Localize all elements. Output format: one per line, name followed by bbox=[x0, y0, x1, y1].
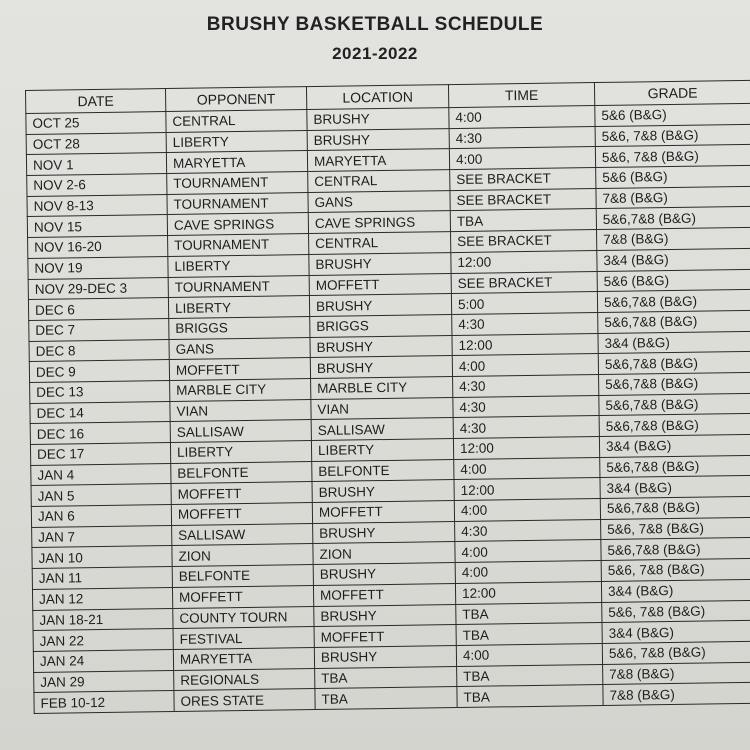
cell-time: 4:30 bbox=[452, 312, 598, 335]
cell-location: VIAN bbox=[311, 397, 453, 420]
cell-opponent: MARBLE CITY bbox=[170, 378, 311, 401]
cell-time: 12:00 bbox=[453, 437, 599, 460]
cell-location: TBA bbox=[315, 666, 457, 689]
cell-time: TBA bbox=[450, 209, 596, 232]
cell-date: FEB 10-12 bbox=[34, 691, 174, 714]
cell-grade: 5&6,7&8 (B&G) bbox=[601, 538, 750, 561]
cell-opponent: ZION bbox=[172, 544, 313, 567]
cell-time: 4:30 bbox=[453, 374, 599, 397]
cell-date: DEC 17 bbox=[30, 443, 170, 466]
cell-time: 4:00 bbox=[452, 354, 598, 377]
cell-date: JAN 7 bbox=[32, 525, 172, 548]
cell-time: 12:00 bbox=[455, 581, 601, 604]
cell-time: SEE BRACKET bbox=[451, 230, 597, 253]
cell-time: SEE BRACKET bbox=[450, 168, 596, 191]
cell-opponent: COUNTY TOURN bbox=[173, 606, 314, 629]
header-location: LOCATION bbox=[306, 85, 448, 110]
cell-location: BRUSHY bbox=[309, 252, 451, 275]
cell-location: BRIGGS bbox=[310, 314, 452, 337]
cell-time: 4:30 bbox=[453, 395, 599, 418]
cell-opponent: FESTIVAL bbox=[173, 627, 314, 650]
cell-opponent: MOFFETT bbox=[171, 482, 312, 505]
cell-location: BRUSHY bbox=[314, 645, 456, 668]
cell-date: NOV 2-6 bbox=[27, 174, 167, 197]
cell-time: 12:00 bbox=[452, 333, 598, 356]
cell-location: BRUSHY bbox=[307, 108, 449, 131]
cell-opponent: LIBERTY bbox=[166, 130, 307, 153]
cell-time: 4:00 bbox=[455, 540, 601, 563]
cell-time: SEE BRACKET bbox=[451, 271, 597, 294]
cell-grade: 5&6 (B&G) bbox=[595, 103, 750, 126]
cell-grade: 3&4 (B&G) bbox=[601, 579, 750, 602]
header-opponent: OPPONENT bbox=[165, 87, 306, 112]
cell-location: BELFONTE bbox=[312, 459, 454, 482]
cell-grade: 5&6,7&8 (B&G) bbox=[598, 352, 750, 375]
cell-date: NOV 19 bbox=[28, 256, 168, 279]
cell-grade: 5&6, 7&8 (B&G) bbox=[601, 558, 750, 581]
cell-location: MOFFETT bbox=[312, 501, 454, 524]
cell-date: OCT 25 bbox=[26, 112, 166, 135]
cell-location: BRUSHY bbox=[314, 604, 456, 627]
cell-time: 5:00 bbox=[451, 292, 597, 315]
cell-location: MOFFETT bbox=[313, 583, 455, 606]
cell-date: JAN 4 bbox=[31, 463, 171, 486]
cell-location: BRUSHY bbox=[309, 294, 451, 317]
cell-grade: 5&6,7&8 (B&G) bbox=[600, 496, 750, 519]
cell-grade: 3&4 (B&G) bbox=[598, 331, 750, 354]
cell-grade: 5&6,7&8 (B&G) bbox=[599, 414, 750, 437]
cell-date: NOV 1 bbox=[26, 153, 166, 176]
cell-grade: 5&6,7&8 (B&G) bbox=[597, 290, 750, 313]
cell-grade: 5&6,7&8 (B&G) bbox=[599, 393, 750, 416]
cell-opponent: BELFONTE bbox=[172, 565, 313, 588]
cell-location: BRUSHY bbox=[313, 521, 455, 544]
cell-location: BRUSHY bbox=[307, 128, 449, 151]
cell-opponent: BRIGGS bbox=[169, 316, 310, 339]
schedule-table bbox=[25, 80, 750, 714]
cell-opponent: CENTRAL bbox=[166, 110, 307, 133]
cell-location: BRUSHY bbox=[310, 356, 452, 379]
cell-location: BRUSHY bbox=[312, 480, 454, 503]
cell-grade: 5&6, 7&8 (B&G) bbox=[602, 641, 750, 664]
cell-date: JAN 10 bbox=[32, 546, 172, 569]
cell-location: BRUSHY bbox=[310, 335, 452, 358]
cell-grade: 3&4 (B&G) bbox=[597, 248, 750, 271]
cell-opponent: TOURNAMENT bbox=[168, 234, 309, 257]
cell-date: NOV 16-20 bbox=[28, 236, 168, 259]
cell-date: JAN 6 bbox=[31, 505, 171, 528]
cell-location: SALLISAW bbox=[311, 418, 453, 441]
cell-location: MOFFETT bbox=[309, 273, 451, 296]
cell-opponent: REGIONALS bbox=[174, 668, 315, 691]
cell-location: GANS bbox=[308, 190, 450, 213]
cell-grade: 3&4 (B&G) bbox=[599, 434, 750, 457]
cell-date: JAN 22 bbox=[33, 629, 173, 652]
cell-grade: 5&6,7&8 (B&G) bbox=[600, 455, 750, 478]
cell-date: OCT 28 bbox=[26, 132, 166, 155]
cell-location: MARYETTA bbox=[307, 149, 449, 172]
cell-location: TBA bbox=[315, 687, 457, 710]
cell-time: TBA bbox=[457, 685, 603, 708]
cell-grade: 3&4 (B&G) bbox=[602, 621, 750, 644]
cell-date: NOV 15 bbox=[27, 215, 167, 238]
cell-date: JAN 18-21 bbox=[33, 608, 173, 631]
cell-grade: 5&6,7&8 (B&G) bbox=[598, 310, 750, 333]
header-grade: GRADE bbox=[594, 80, 750, 105]
cell-date: JAN 29 bbox=[34, 670, 174, 693]
cell-grade: 7&8 (B&G) bbox=[596, 186, 750, 209]
cell-date: JAN 5 bbox=[31, 484, 171, 507]
cell-time: 4:30 bbox=[455, 519, 601, 542]
cell-opponent: MOFFETT bbox=[171, 503, 312, 526]
cell-opponent: CAVE SPRINGS bbox=[167, 213, 308, 236]
cell-time: 4:00 bbox=[454, 499, 600, 522]
cell-location: CAVE SPRINGS bbox=[308, 211, 450, 234]
cell-time: TBA bbox=[456, 602, 602, 625]
cell-location: CENTRAL bbox=[309, 232, 451, 255]
cell-time: SEE BRACKET bbox=[450, 188, 596, 211]
schedule-season: 2021-2022 bbox=[332, 44, 418, 63]
cell-grade: 7&8 (B&G) bbox=[597, 227, 750, 250]
cell-opponent: ORES STATE bbox=[174, 689, 315, 712]
header-time: TIME bbox=[448, 83, 594, 108]
cell-time: 4:00 bbox=[449, 147, 595, 170]
cell-time: 4:00 bbox=[449, 106, 595, 129]
cell-grade: 5&6, 7&8 (B&G) bbox=[595, 145, 750, 168]
cell-time: 12:00 bbox=[454, 478, 600, 501]
cell-date: DEC 13 bbox=[30, 380, 170, 403]
cell-date: DEC 14 bbox=[30, 401, 170, 424]
cell-location: CENTRAL bbox=[308, 170, 450, 193]
cell-grade: 5&6 (B&G) bbox=[597, 269, 750, 292]
cell-opponent: GANS bbox=[169, 337, 310, 360]
cell-date: DEC 9 bbox=[29, 360, 169, 383]
cell-date: NOV 8-13 bbox=[27, 194, 167, 217]
cell-date: JAN 12 bbox=[32, 587, 172, 610]
cell-opponent: SALLISAW bbox=[172, 523, 313, 546]
schedule-title: BRUSHY BASKETBALL SCHEDULE bbox=[206, 14, 544, 35]
cell-opponent: VIAN bbox=[170, 399, 311, 422]
cell-grade: 5&6, 7&8 (B&G) bbox=[595, 124, 750, 147]
cell-time: 4:00 bbox=[455, 561, 601, 584]
cell-location: MARBLE CITY bbox=[311, 376, 453, 399]
cell-opponent: TOURNAMENT bbox=[167, 172, 308, 195]
cell-date: JAN 24 bbox=[33, 649, 173, 672]
cell-time: TBA bbox=[457, 664, 603, 687]
cell-opponent: MOFFETT bbox=[172, 585, 313, 608]
cell-opponent: LIBERTY bbox=[170, 441, 311, 464]
cell-opponent: BELFONTE bbox=[171, 461, 312, 484]
cell-location: LIBERTY bbox=[311, 439, 453, 462]
cell-date: JAN 11 bbox=[32, 567, 172, 590]
cell-time: 4:00 bbox=[454, 457, 600, 480]
cell-grade: 5&6,7&8 (B&G) bbox=[599, 372, 750, 395]
cell-date: DEC 8 bbox=[29, 339, 169, 362]
cell-location: ZION bbox=[313, 542, 455, 565]
cell-opponent: TOURNAMENT bbox=[167, 192, 308, 215]
cell-opponent: LIBERTY bbox=[168, 254, 309, 277]
cell-location: MOFFETT bbox=[314, 625, 456, 648]
cell-opponent: LIBERTY bbox=[168, 296, 309, 319]
cell-grade: 5&6,7&8 (B&G) bbox=[596, 207, 750, 230]
cell-time: TBA bbox=[456, 623, 602, 646]
cell-opponent: MOFFETT bbox=[169, 358, 310, 381]
cell-opponent: TOURNAMENT bbox=[168, 275, 309, 298]
cell-time: 4:30 bbox=[449, 126, 595, 149]
header-date: DATE bbox=[26, 89, 166, 114]
cell-grade: 7&8 (B&G) bbox=[603, 662, 750, 685]
cell-date: DEC 7 bbox=[29, 318, 169, 341]
cell-grade: 3&4 (B&G) bbox=[600, 476, 750, 499]
cell-opponent: SALLISAW bbox=[170, 420, 311, 443]
schedule-body bbox=[26, 103, 750, 713]
cell-date: NOV 29-DEC 3 bbox=[28, 277, 168, 300]
cell-location: BRUSHY bbox=[313, 563, 455, 586]
cell-time: 4:30 bbox=[453, 416, 599, 439]
cell-date: DEC 6 bbox=[28, 298, 168, 321]
cell-date: DEC 16 bbox=[30, 422, 170, 445]
cell-time: 4:00 bbox=[456, 643, 602, 666]
cell-grade: 5&6 (B&G) bbox=[596, 165, 750, 188]
cell-time: 12:00 bbox=[451, 250, 597, 273]
cell-grade: 5&6, 7&8 (B&G) bbox=[601, 517, 750, 540]
cell-grade: 7&8 (B&G) bbox=[603, 683, 750, 706]
cell-grade: 5&6, 7&8 (B&G) bbox=[602, 600, 750, 623]
cell-opponent: MARYETTA bbox=[173, 647, 314, 670]
cell-opponent: MARYETTA bbox=[166, 151, 307, 174]
